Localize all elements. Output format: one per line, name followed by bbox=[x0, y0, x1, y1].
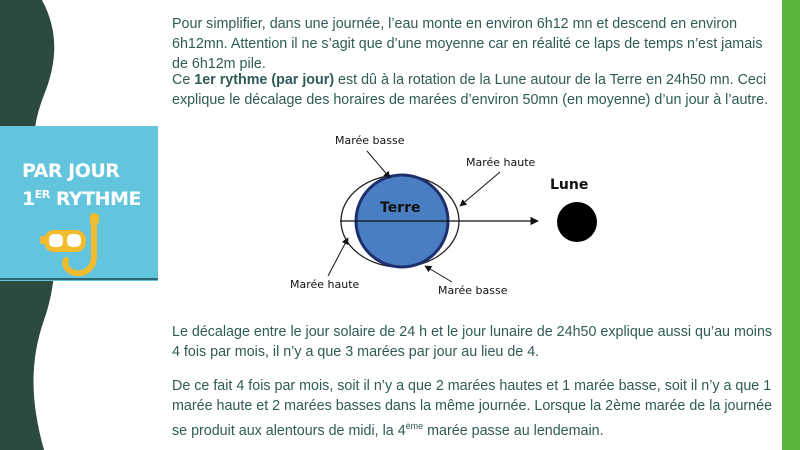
paragraph-1: Pour simplifier, dans une journée, l’eau monte en environ 6h12 mn et descend en environ 6h12mn. Attention il ne s’agit que d’une moyenne car en réalité ce laps de temps n’est jamais de 6h12m pile. bbox=[172, 16, 763, 72]
title-line-1: PAR JOUR bbox=[22, 160, 120, 182]
label-terre: Terre bbox=[380, 200, 421, 216]
accent-bar bbox=[782, 0, 800, 450]
moon-circle bbox=[557, 202, 597, 242]
label-maree-basse-top: Marée basse bbox=[335, 134, 405, 147]
tide-diagram bbox=[280, 126, 620, 306]
label-maree-haute-left: Marée haute bbox=[290, 278, 360, 291]
section-title bbox=[22, 160, 141, 211]
paragraph-2: Ce 1er rythme (par jour) est dû à la rotation de la Lune autour de la Terre en 24h50 mn. Ceci explique le décalage des horaires de marées d’environ 50mn (en moyenne) d’un jour à l’autre. bbox=[172, 72, 769, 108]
title-line-2: 1ER RYTHME bbox=[22, 188, 141, 210]
paragraph-4: De ce fait 4 fois par mois, soit il n’y a que 2 marées hautes et 1 marée basse, soit il n’y a que 1 marée haute et 2 marées basses dans la même journée. Lorsque la 2ème marée de la journée se produit aux alentours de midi, la 4ème marée passe au lendemain. bbox=[172, 378, 773, 439]
label-maree-basse-bottom: Marée basse bbox=[438, 284, 508, 297]
paragraph-3: Le décalage entre le jour solaire de 24 h et le jour lunaire de 24h50 explique aussi qu’au moins 4 fois par mois, il n’y a que 3 marées par jour au lieu de 4. bbox=[172, 324, 773, 360]
label-lune: Lune bbox=[550, 177, 589, 193]
label-maree-haute-right: Marée haute bbox=[466, 156, 536, 169]
snorkel-mask-icon bbox=[40, 212, 110, 282]
title-card-underline bbox=[0, 278, 158, 280]
